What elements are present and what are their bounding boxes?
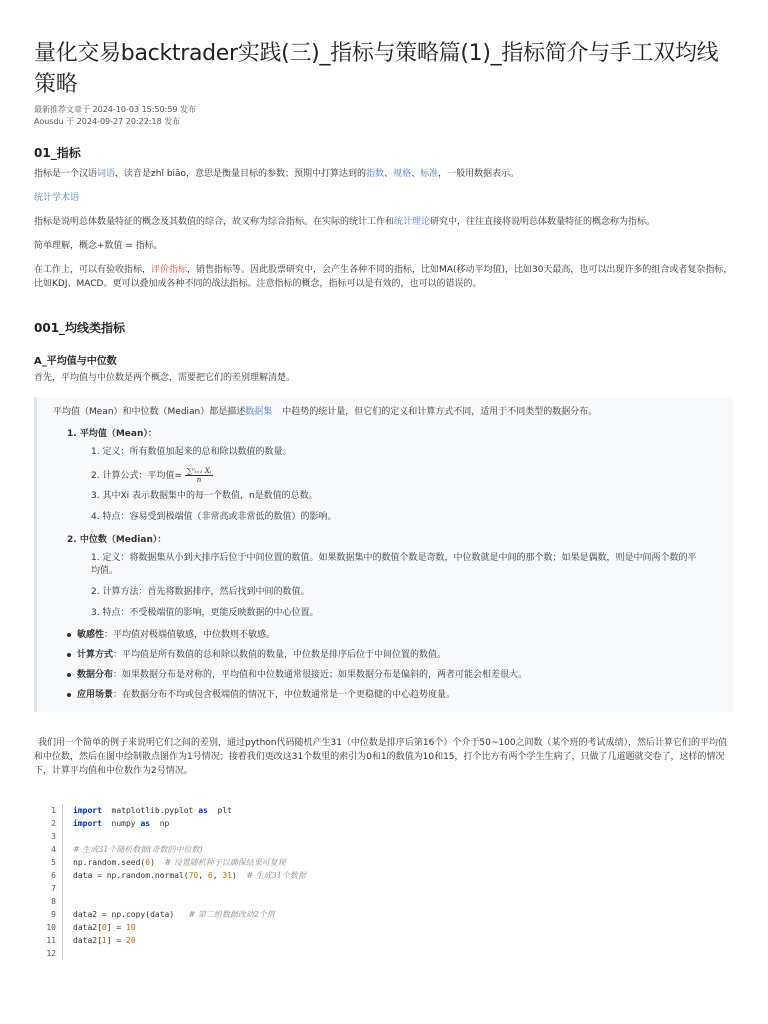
text: ，销售指标等。因此股票研究中，会产生各种不同的指标，比如MA(移动平均值)，比如30天最高，也可以出现许多的组合或者复杂指标，比如KDJ、MACD。更可以叠加成各种不同的战法指标。注意指标的概念，指标可以是有效的，也可以的错误的。 <box>34 265 733 289</box>
term-statistics[interactable] <box>34 191 734 205</box>
code-token: import <box>73 806 102 815</box>
list-item: 4. 特点：容易受到极端值（非常高或非常低的数值）的影响。 <box>91 512 337 522</box>
code-line <box>34 856 734 869</box>
code-text <box>63 921 136 934</box>
code-line <box>34 934 734 947</box>
code-token: # 第二组数据改动2个值 <box>188 910 275 919</box>
link-term-statistics[interactable]: 统计学术语 <box>34 193 80 203</box>
code-token: data = np.random.normal( <box>73 871 189 880</box>
line-number: 6 <box>34 869 63 882</box>
paragraph-simple: 简单理解，概念+数值 = 指标。 <box>34 241 163 251</box>
formula-denominator: n <box>196 476 202 484</box>
line-number: 3 <box>34 830 63 843</box>
code-token: , <box>212 871 223 880</box>
paragraph-example: 我们用一个简单的例子来说明它们之间的差别，通过python代码随机产生31（中位数是排序后第16个）个介于50~100之间数（某个班的考试成绩），然后计算它们的平均值和中位数，然后在图中绘制散点图作为1号情况；接着我们更改这31个数里的索引为0和1的数值为10和15，打个比方有两个学生生病了，只做了几道题就交卷了，这样的情况下，计算平均值和中位数作为2号情况。 <box>34 738 728 776</box>
code-token: as <box>198 806 208 815</box>
link-guige[interactable]: 规格 <box>393 169 412 179</box>
line-number: 4 <box>34 843 63 856</box>
meta-author-date: Aousdu 于 2024-09-27 20:22:18 发布 <box>34 117 181 126</box>
list-item: 1. 定义：将数据集从小到大排序后位于中间位置的数值。如果数据集中的数值个数是奇数，中位数就是中间的那个数；如果是偶数，则是中间两个数的平均值。 <box>91 553 697 576</box>
line-number: 12 <box>34 947 63 960</box>
code-token: matplotlib.pyplot <box>101 806 199 815</box>
list-item <box>67 648 734 662</box>
code-token: data2[ <box>73 923 102 932</box>
bullet-text: ：如果数据分布是对称的，平均值和中位数通常很接近；如果数据分布是偏斜的，两者可能会相差很大。 <box>113 670 528 680</box>
mean-list <box>67 446 734 524</box>
line-number: 2 <box>34 817 63 830</box>
line-number: 11 <box>34 934 63 947</box>
subheading-mean-median: A_平均值与中位数 <box>34 356 117 367</box>
text: ，一般用数据表示。 <box>438 169 520 179</box>
text: 2. 计算公式：平均值= <box>91 471 182 481</box>
article-meta <box>34 104 734 128</box>
line-number: 10 <box>34 921 63 934</box>
bullet-label: 计算方式 <box>77 650 114 660</box>
code-token: # 生成31个随机数据(奇数的中位数) <box>73 845 203 854</box>
comparison-bullets <box>67 628 734 702</box>
code-line <box>34 804 734 817</box>
code-line <box>34 869 734 882</box>
code-token: 20 <box>126 936 136 945</box>
text: 平均值（Mean）和中位数（Median）都是描述 <box>53 407 246 417</box>
link-zhishu[interactable]: 指数 <box>366 169 385 179</box>
code-block[interactable] <box>34 804 734 960</box>
median-list <box>67 552 734 620</box>
code-text <box>63 804 232 817</box>
bullet-label: 敏感性 <box>77 630 105 640</box>
code-line <box>34 921 734 934</box>
page-title: 量化交易backtrader实践(三)_指标与策略篇(1)_指标简介与手工双均线策略 <box>34 41 719 97</box>
paragraph-statistics <box>34 215 734 229</box>
list-item <box>67 688 734 702</box>
code-token: ] = <box>106 923 126 932</box>
line-number: 1 <box>34 804 63 817</box>
text: 研究中，往往直接将说明总体数量特征的概念称为指标。 <box>430 217 656 227</box>
bullet-label: 数据分布 <box>77 670 114 680</box>
median-title: 2. 中位数（Median）： <box>67 535 167 545</box>
code-line <box>34 817 734 830</box>
code-token: data2[ <box>73 936 102 945</box>
highlight-pingjiazhibiao[interactable]: 评价指标 <box>151 265 188 275</box>
code-line <box>34 882 734 895</box>
list-item <box>67 668 734 682</box>
formula-mean <box>185 467 213 484</box>
list-item: 3. 其中Xi 表示数据集中的每一个数值，n是数值的总数。 <box>91 491 318 501</box>
code-token: 0 <box>101 923 107 932</box>
paragraph-intro: 首先，平均值与中位数是两个概念，需要把它们的差别理解清楚。 <box>34 373 296 383</box>
section-heading-01: 01_指标 <box>34 146 81 160</box>
text: ，读音是zhǐ biāo，意思是衡量目标的参数；预期中打算达到的 <box>115 169 367 179</box>
formula-numerator: ∑ⁿᵢ₌₁ Xᵢ <box>186 467 212 475</box>
blockquote <box>34 397 734 712</box>
list-item <box>67 628 734 642</box>
code-text <box>63 895 73 908</box>
code-token: 70 <box>188 871 199 880</box>
meta-recommend-date: 最新推荐文章于 2024-10-03 15:50:59 发布 <box>34 105 197 114</box>
code-text <box>63 830 73 843</box>
code-token: 1 <box>101 936 107 945</box>
code-line <box>34 843 734 856</box>
code-token: 31 <box>222 871 232 880</box>
code-text <box>63 817 169 830</box>
text: 、 <box>411 169 421 179</box>
line-number: 9 <box>34 908 63 921</box>
code-token: # 设置随机种子以确保结果可复现 <box>164 858 286 867</box>
code-token: 10 <box>126 923 136 932</box>
code-token: , <box>198 871 208 880</box>
code-text <box>63 934 136 947</box>
bullet-text: ：平均值对极端值敏感，中位数则不敏感。 <box>104 630 276 640</box>
code-token: # 生成31个数据 <box>246 871 306 880</box>
code-token: as <box>140 819 151 828</box>
code-text <box>63 882 73 895</box>
paragraph-definition <box>34 167 734 181</box>
quote-intro <box>53 405 734 420</box>
list-item: 1. 定义：所有数值加起来的总和除以数值的数量。 <box>91 447 292 457</box>
text: 中趋势的统计量，但它们的定义和计算方式不同，适用于不同类型的数据分布。 <box>282 407 598 417</box>
text: 指标是说明总体数量特征的概念及其数值的综合，故又称为综合指标。在实际的统计工作和 <box>34 217 395 227</box>
link-tongjililun[interactable]: 统计理论 <box>394 217 431 227</box>
mean-block <box>67 426 734 524</box>
bullet-label: 应用场景 <box>77 690 114 700</box>
text: 在工作上，可以有验收指标， <box>34 265 152 275</box>
code-token: ] = <box>106 936 126 945</box>
code-text <box>63 843 203 856</box>
link-biaozhun[interactable]: 标准 <box>420 169 439 179</box>
code-token: plt <box>207 806 232 815</box>
median-block <box>67 532 734 620</box>
list-item: 3. 特点：不受极端值的影响，更能反映数据的中心位置。 <box>91 608 319 618</box>
code-text <box>63 908 275 921</box>
code-line <box>34 895 734 908</box>
code-line <box>34 947 734 960</box>
line-number: 5 <box>34 856 63 869</box>
code-token: import <box>73 819 102 828</box>
link-shujuji[interactable]: 数据集 <box>245 407 273 417</box>
list-item <box>91 467 704 484</box>
text: 指标是一个汉语 <box>34 169 98 179</box>
code-text <box>63 856 286 869</box>
link-ciyu[interactable]: 词语 <box>97 169 116 179</box>
section-heading-001: 001_均线类指标 <box>34 321 126 335</box>
code-token: 6 <box>207 871 213 880</box>
line-number: 8 <box>34 895 63 908</box>
text: 、 <box>384 169 394 179</box>
code-text <box>63 869 306 882</box>
code-token: np <box>150 819 170 828</box>
code-token: 0 <box>145 858 151 867</box>
code-token: data2 = np.copy(data) <box>73 910 189 919</box>
code-text <box>63 947 73 960</box>
bullet-text: ：平均值是所有数值的总和除以数值的数量，中位数是排序后位于中间位置的数值。 <box>113 650 447 660</box>
code-token: numpy <box>101 819 141 828</box>
code-token: ) <box>150 858 165 867</box>
bullet-text: ：在数据分布不均或包含极端值的情况下，中位数通常是一个更稳健的中心趋势度量。 <box>113 690 456 700</box>
code-line <box>34 830 734 843</box>
code-line <box>34 908 734 921</box>
list-item: 2. 计算方法：首先将数据排序，然后找到中间的数值。 <box>91 587 310 597</box>
code-token: np.random.seed( <box>73 858 146 867</box>
line-number: 7 <box>34 882 63 895</box>
code-token: ) <box>231 871 247 880</box>
mean-title: 1. 平均值（Mean）： <box>67 429 157 439</box>
paragraph-work <box>34 263 734 291</box>
